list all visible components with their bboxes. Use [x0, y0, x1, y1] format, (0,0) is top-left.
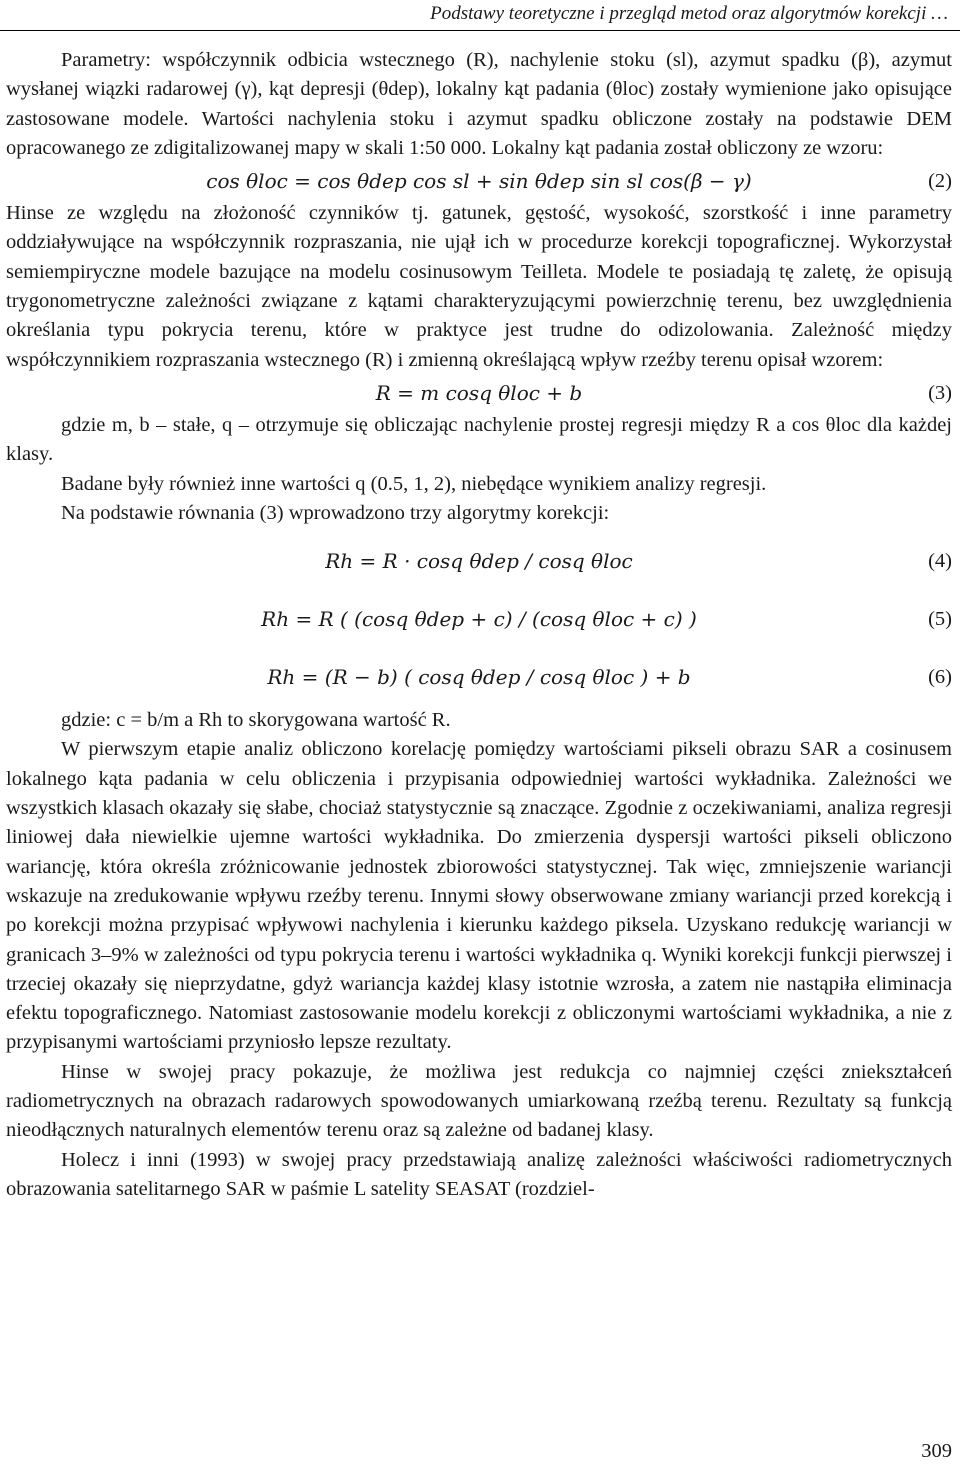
equation-3	[6, 375, 952, 411]
equation-3-body: R = m cosq θloc + b	[375, 380, 583, 405]
equation-5-number: (5)	[928, 608, 952, 631]
page-body	[6, 46, 952, 1204]
equation-6	[6, 648, 952, 706]
running-header: Podstawy teoretyczne i przegląd metod oraz algorytmów korekcji …	[430, 3, 948, 24]
equation-6-number: (6)	[928, 666, 952, 689]
paragraph-where-c: gdzie: c = b/m a Rh to skorygowana wartość R.	[61, 709, 451, 732]
paragraph-hinse-conclusion: Hinse w swojej pracy pokazuje, że możliwa jest redukcja co najmniej części zniekształceń radiometrycznych na obrazach radarowych spowodowanych umiarkowaną rzeźbą terenu. Rezultaty są funkcją nieodłącznych naturalnych elementów terenu oraz są zależne od badanej klasy.	[6, 1060, 952, 1142]
equation-4	[6, 532, 952, 590]
equation-4-number: (4)	[928, 550, 952, 573]
equation-6-body: Rh = (R − b) ( cosq θdep / cosq θloc ) + b	[267, 665, 691, 690]
paragraph-algorithms-intro: Na podstawie równania (3) wprowadzono trzy algorytmy korekcji:	[61, 501, 610, 524]
paragraph-first-stage: W pierwszym etapie analiz obliczono korelację pomiędzy wartościami pikseli obrazu SAR a cosinusem lokalnego kąta padania w celu obliczenia i przypisania odpowiedniej wartości wykładnika. Zależności we wszystkich klasach okazały się słabe, chociaż statystycznie są znaczące. Zgodnie z oczekiwaniami, analiza regresji liniowej dała niewielkie ujemne wartości wykładnika. Do zmierzenia dyspersji wartości pikseli obliczono wariancję, która określa zróżnicowanie jednostek zbiorowości statystycznej. Tak więc, zmniejszenie wariancji wskazuje na zredukowanie wpływu rzeźby terenu. Innymi słowy obserwowane zmiany wariancji przed korekcją i po korekcji można przypisać wpływowi nachylenia i kierunku każdego piksela. Uzyskano redukcję wariancji w granicach 3–9% w zależności od typu pokrycia terenu i wartości wykładnika q. Wyniki korekcji funkcji pierwszej i trzeciej okazały się nieprzydatne, gdyż wariancja każdej klasy istotnie wzrosła, a zatem nie nastąpiła eliminacja efektu topograficznego. Natomiast zastosowanie modelu korekcji z obliczonymi wartościami wykładnika, a nie z przypisanymi wartościami przyniosło lepsze rezultaty.	[6, 738, 952, 1054]
paragraph-holecz: Holecz i inni (1993) w swojej pracy przedstawiają analizę zależności właściwości radiometrycznych obrazowania satelitarnego SAR w paśmie L satelity SEASAT (rozdziel-	[6, 1148, 952, 1200]
equation-2	[6, 163, 952, 199]
equation-2-body: cos θloc = cos θdep cos sl + sin θdep sin sl cos(β − γ)	[206, 169, 752, 194]
page-number: 309	[921, 1440, 952, 1462]
paragraph-hinse-model: Hinse ze względu na złożoność czynników tj. gatunek, gęstość, wysokość, szorstkość i inne parametry oddziaływujące na współczynnik rozpraszania, nie ujął ich w procedurze korekcji topograficznej. Wykorzystał semiempiryczne modele bazujące na modelu cosinusowym Teilleta. Modele te posiadają tę zaletę, że opisują trygonometryczne zależności związane z kątami charakteryzującymi powierzchnię terenu, bez uwzględnienia określania typu pokrycia terenu, które w praktyce jest trudne do odizolowania. Zależność między współczynnikiem rozpraszania wstecznego (R) i zmienną określającą wpływ rzeźby terenu opisał wzorem:	[6, 202, 952, 371]
paragraph-q-values: Badane były również inne wartości q (0.5, 1, 2), niebędące wynikiem analizy regresji.	[61, 472, 767, 495]
paragraph-parameters: Parametry: współczynnik odbicia wstecznego (R), nachylenie stoku (sl), azymut spadku (β), azymut wysłanej wiązki radarowej (γ), kąt depresji (θdep), lokalny kąt padania (θloc) zostały wymienione jako opisujące zastosowane modele. Wartości nachylenia stoku i azymut spadku obliczone zostały na podstawie DEM opracowanego ze zdigitalizowanej mapy w skali 1:50 000. Lokalny kąt padania został obliczony ze wzoru:	[6, 49, 952, 159]
equation-5-body: Rh = R ( (cosq θdep + c) / (cosq θloc + c) )	[261, 607, 697, 632]
paragraph-constants: gdzie m, b – stałe, q – otrzymuje się obliczając nachylenie prostej regresji między R a cos θloc dla każdej klasy.	[6, 413, 952, 466]
equation-5	[6, 590, 952, 648]
header-rule	[0, 30, 960, 31]
equation-2-number: (2)	[928, 170, 952, 193]
equation-3-number: (3)	[928, 381, 952, 404]
equation-4-body: Rh = R · cosq θdep / cosq θloc	[325, 549, 633, 574]
